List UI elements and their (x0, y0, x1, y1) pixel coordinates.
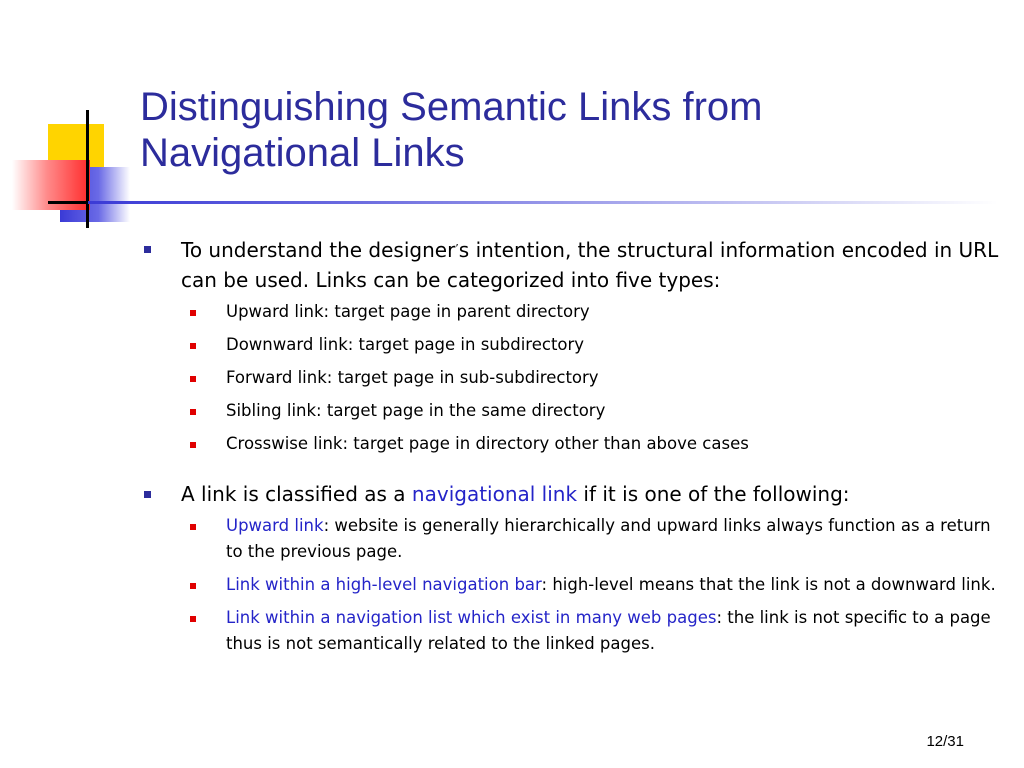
navigational-criteria-list (144, 513, 1004, 657)
bullet-2-text-a: A link is classified as a (181, 482, 412, 506)
sub-bullet-item (181, 299, 1004, 325)
criterion-desc: : high-level means that the link is not a downward link. (541, 575, 996, 594)
bullet-1-text-b: s intention, the structural information encoded in URL can be used. Links can be categorized into five types: (181, 238, 999, 292)
bullet-1-apostrophe: ’ (455, 242, 459, 255)
logo-vertical-line (86, 110, 89, 228)
red-square-bullet-icon (190, 376, 196, 382)
title-line-2: Navigational Links (140, 131, 465, 175)
criterion-desc: : the link is not specific to a page thus is not semantically related to the linked pages. (226, 608, 991, 653)
sub-bullet-text: Sibling link: target page in the same directory (226, 401, 606, 420)
navigational-link-term: navigational link (411, 482, 578, 506)
sub-bullet-text: Crosswise link: target page in directory other than above cases (226, 434, 749, 453)
sub-bullet-item (181, 365, 1004, 391)
red-square-bullet-icon (190, 409, 196, 415)
red-square-bullet-icon (190, 442, 196, 448)
page-number: 12/31 (926, 733, 964, 750)
sub-bullet-item (181, 431, 1004, 457)
criterion-desc: : website is generally hierarchically and upward links always function as a return to the previous page. (226, 516, 991, 561)
red-square-bullet-icon (190, 583, 196, 589)
sub-bullet-item (181, 398, 1004, 424)
criterion-term: Link within a navigation list which exist in many web pages (226, 608, 717, 627)
slide-body (144, 234, 1004, 664)
slide-title (140, 84, 1000, 176)
criterion-term: Upward link (226, 516, 324, 535)
sub-bullet-item (181, 513, 1004, 565)
title-divider (88, 201, 998, 204)
sub-bullet-item (181, 572, 1004, 598)
red-square-bullet-icon (190, 524, 196, 530)
bullet-2-text-b: if it is one of the following: (577, 482, 850, 506)
sub-bullet-text: Downward link: target page in subdirectory (226, 335, 585, 354)
red-square-bullet-icon (190, 310, 196, 316)
red-square-bullet-icon (190, 616, 196, 622)
square-bullet-icon (144, 246, 151, 253)
title-line-1: Distinguishing Semantic Links from (140, 85, 763, 129)
criterion-term: Link within a high-level navigation bar (226, 575, 542, 594)
bullet-item-2 (144, 479, 1004, 509)
red-square-bullet-icon (190, 343, 196, 349)
sub-bullet-item (181, 605, 1004, 657)
sub-bullet-item (181, 332, 1004, 358)
square-bullet-icon (144, 491, 151, 498)
bullet-item-1 (144, 234, 1004, 295)
sub-bullet-text: Forward link: target page in sub-subdirectory (226, 368, 599, 387)
bullet-1-text-a: To understand the designer (181, 238, 456, 262)
link-types-list (144, 299, 1004, 457)
sub-bullet-text: Upward link: target page in parent directory (226, 302, 590, 321)
